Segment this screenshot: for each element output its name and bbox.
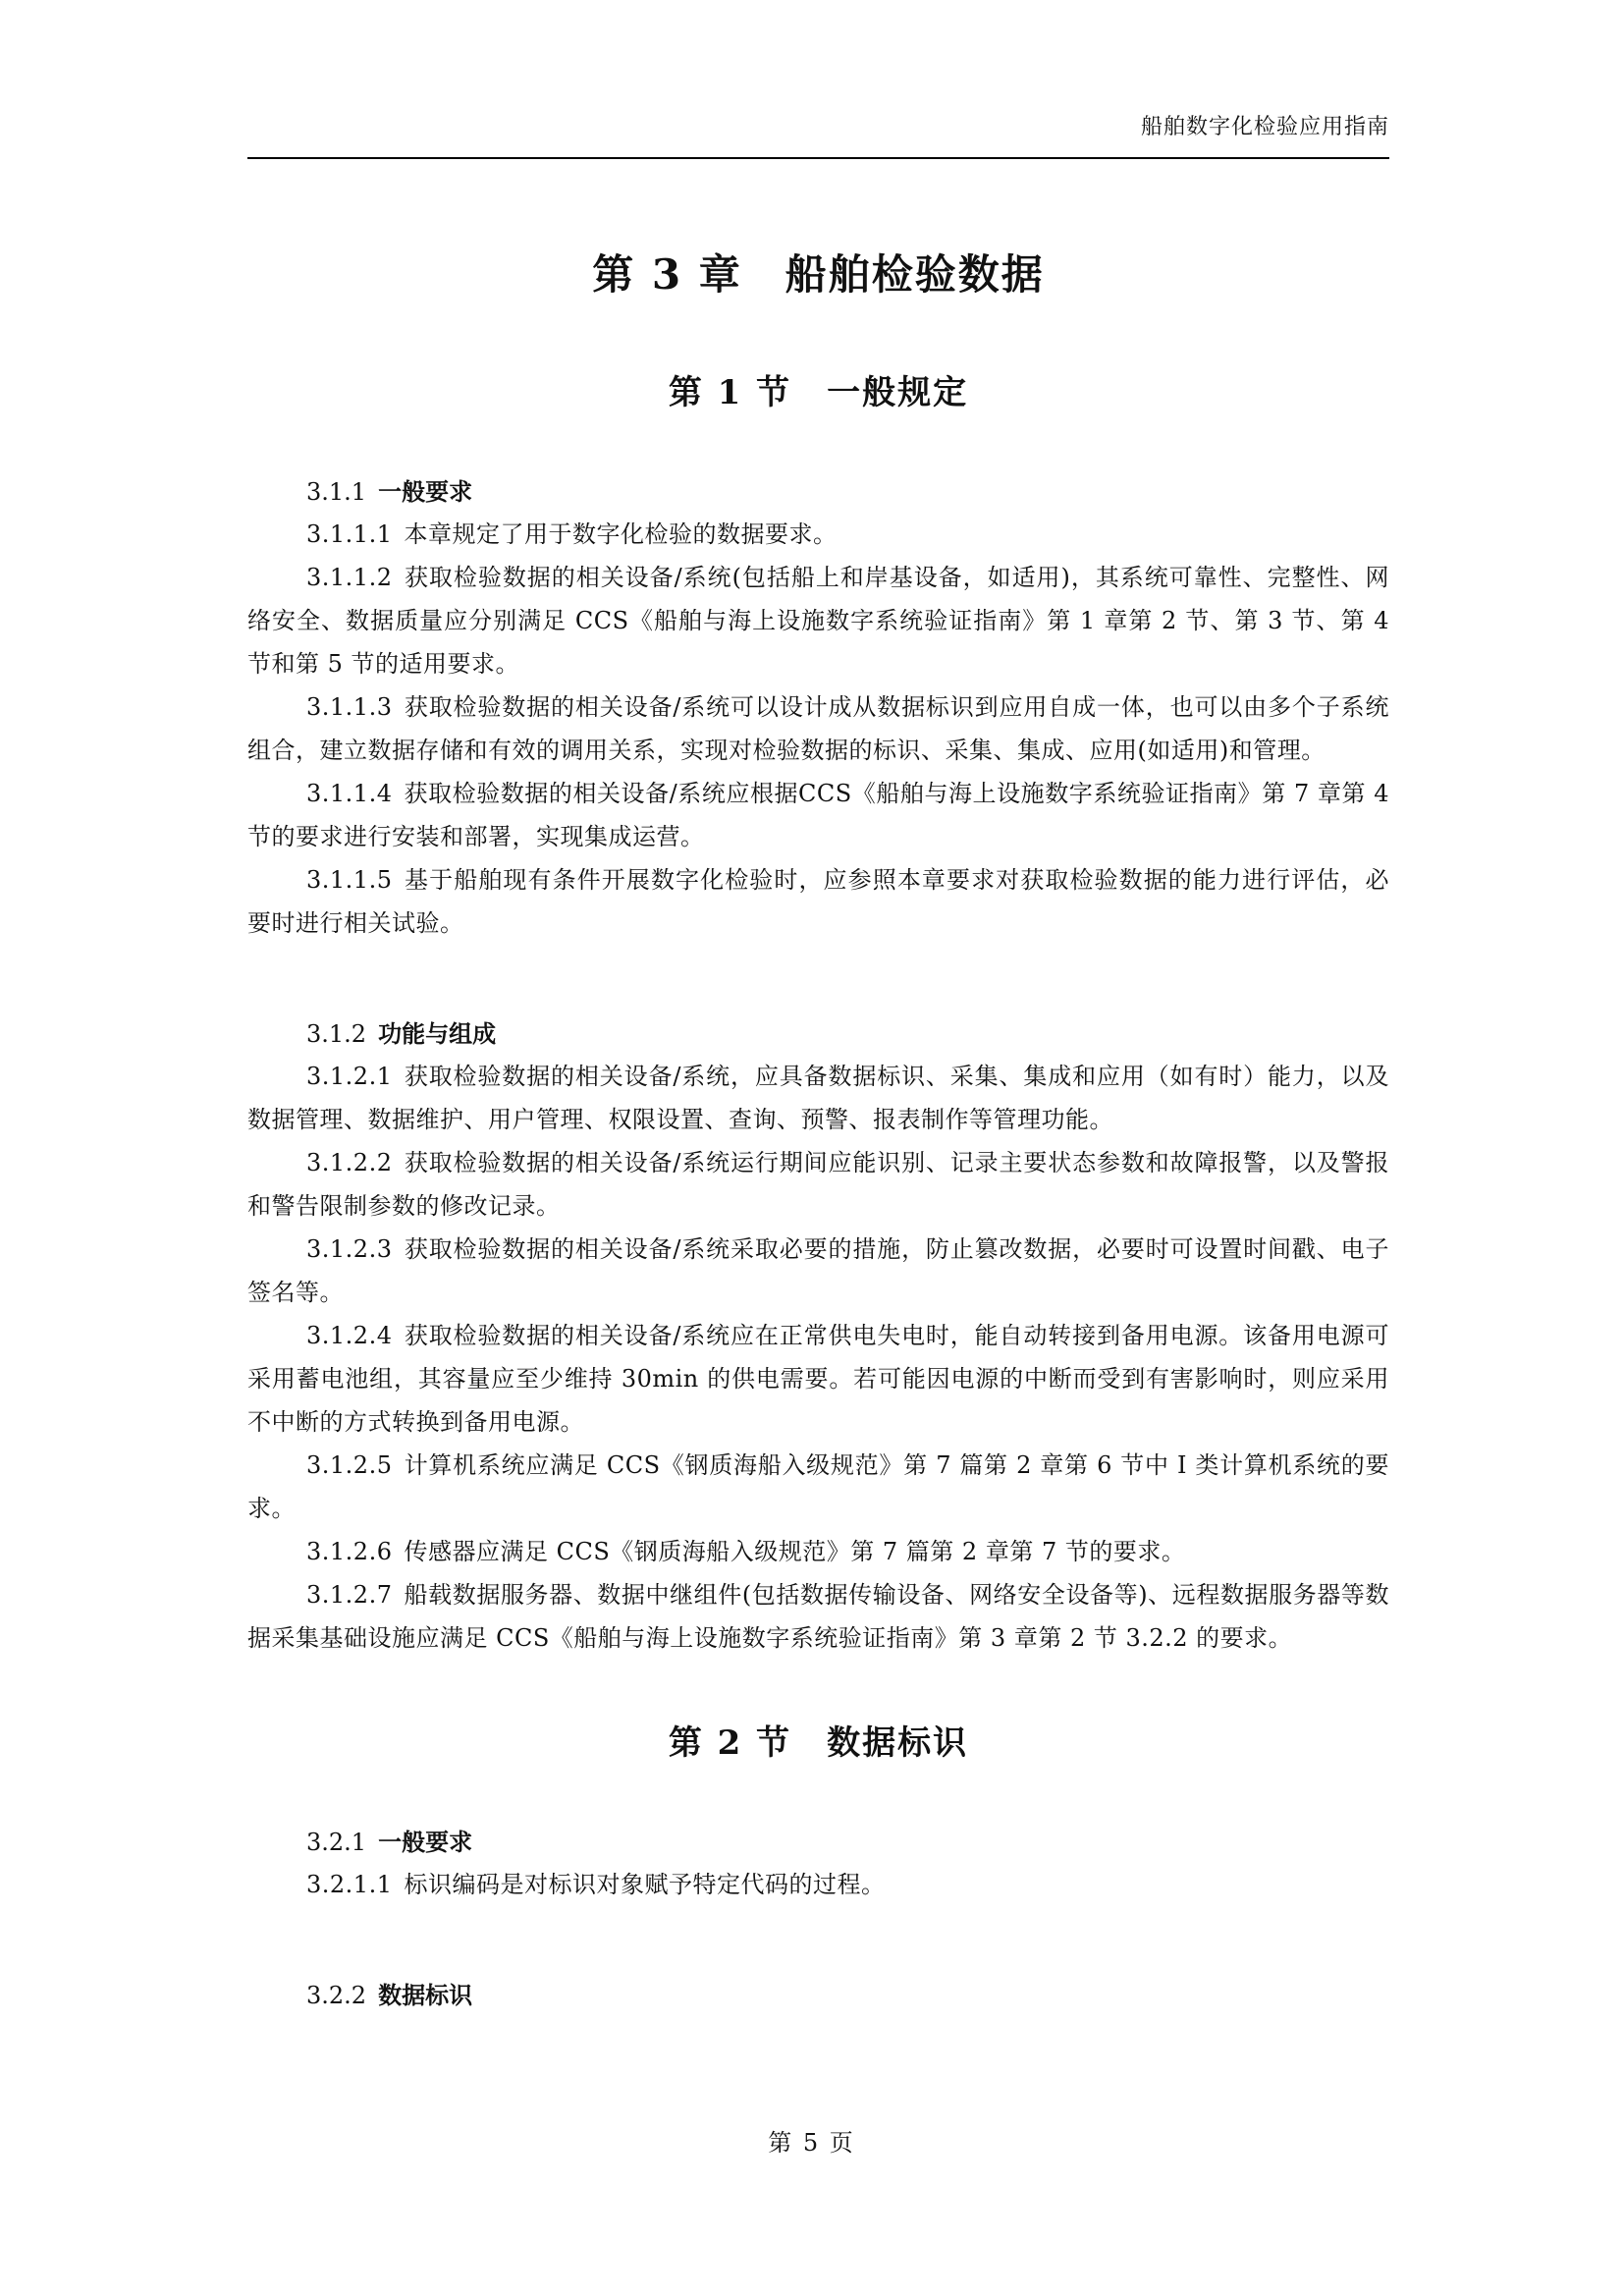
- subsection-number: 3.1.2: [306, 1020, 367, 1048]
- clause-text: 本章规定了用于数字化检验的数据要求。: [404, 520, 838, 548]
- clause-text: 标识编码是对标识对象赋予特定代码的过程。: [404, 1871, 886, 1898]
- page-number: 第 5 页: [768, 2129, 855, 2157]
- clause-text: 获取检验数据的相关设备/系统采取必要的措施，防止篡改数据，必要时可设置时间戳、电子签名等。: [247, 1235, 1389, 1306]
- clause-paragraph: [247, 1530, 1389, 1573]
- subsection-number: 3.2.1: [306, 1829, 367, 1856]
- clause-text: 基于船舶现有条件开展数字化检验时，应参照本章要求对获取检验数据的能力进行评估，必要时进行相关试验。: [247, 866, 1389, 937]
- clause-text: 获取检验数据的相关设备/系统运行期间应能识别、记录主要状态参数和故障报警，以及警报和警告限制参数的修改记录。: [247, 1149, 1389, 1220]
- clause-number: 3.1.1.1: [306, 520, 393, 548]
- subsection-label: 一般要求: [378, 478, 473, 506]
- clause-paragraph: [247, 1444, 1389, 1530]
- clause-number: 3.1.2.2: [306, 1149, 393, 1176]
- clause-paragraph: [247, 858, 1389, 945]
- subsection-label: 功能与组成: [378, 1020, 497, 1048]
- clause-number: 3.1.1.4: [306, 780, 393, 807]
- running-header: 船舶数字化检验应用指南: [1140, 115, 1389, 139]
- clause-paragraph: [247, 1228, 1389, 1314]
- clause-number: 3.1.2.1: [306, 1063, 393, 1090]
- clause-number: 3.2.1.1: [306, 1871, 393, 1898]
- clause-paragraph: [247, 556, 1389, 685]
- clause-text: 船载数据服务器、数据中继组件(包括数据传输设备、网络安全设备等)、远程数据服务器等数据采集基础设施应满足 CCS《船舶与海上设施数字系统验证指南》第 3 章第 2 节 3.2.2 的要求。: [247, 1581, 1389, 1652]
- subsection-heading: [247, 1822, 1389, 1863]
- subsection-label: 一般要求: [378, 1829, 473, 1856]
- clause-text: 获取检验数据的相关设备/系统，应具备数据标识、采集、集成和应用（如有时）能力，以及数据管理、数据维护、用户管理、权限设置、查询、预警、报表制作等管理功能。: [247, 1063, 1389, 1133]
- clause-text: 获取检验数据的相关设备/系统可以设计成从数据标识到应用自成一体，也可以由多个子系统组合，建立数据存储和有效的调用关系，实现对检验数据的标识、采集、集成、应用(如适用)和管理。: [247, 693, 1389, 764]
- chapter-title: 第 3 章 船舶检验数据: [592, 250, 1045, 299]
- clause-number: 3.1.1.3: [306, 693, 393, 721]
- clause-text: 获取检验数据的相关设备/系统(包括船上和岸基设备，如适用)，其系统可靠性、完整性、网络安全、数据质量应分别满足 CCS《船舶与海上设施数字系统验证指南》第 1 章第 2 节、第 3 节、第 4 节和第 5 节的适用要求。: [247, 564, 1389, 678]
- clause-paragraph: [247, 1141, 1389, 1228]
- clause-number: 3.1.2.5: [306, 1451, 393, 1479]
- subsection-label: 数据标识: [378, 1982, 473, 2009]
- section-title: 第 1 节 一般规定: [668, 373, 969, 412]
- clause-number: 3.1.1.2: [306, 564, 393, 591]
- clause-paragraph: [247, 1863, 1389, 1906]
- clause-paragraph: [247, 685, 1389, 772]
- subsection-number: 3.2.2: [306, 1982, 367, 2009]
- clause-number: 3.1.2.3: [306, 1235, 393, 1263]
- header-rule: [247, 157, 1389, 159]
- clause-number: 3.1.2.4: [306, 1322, 393, 1349]
- section-title: 第 2 节 数据标识: [668, 1723, 969, 1763]
- clause-paragraph: [247, 772, 1389, 858]
- clause-text: 计算机系统应满足 CCS《钢质海船入级规范》第 7 篇第 2 章第 6 节中 I 类计算机系统的要求。: [247, 1451, 1389, 1522]
- subsection-number: 3.1.1: [306, 478, 367, 506]
- clause-number: 3.1.2.6: [306, 1538, 393, 1565]
- page-content: [247, 246, 1389, 2016]
- clause-text: 获取检验数据的相关设备/系统应在正常供电失电时，能自动转接到备用电源。该备用电源可采用蓄电池组，其容量应至少维持 30min 的供电需要。若可能因电源的中断而受到有害影响时，则应采用不中断的方式转换到备用电源。: [247, 1322, 1389, 1436]
- clause-text: 获取检验数据的相关设备/系统应根据CCS《船舶与海上设施数字系统验证指南》第 7 章第 4 节的要求进行安装和部署，实现集成运营。: [247, 780, 1389, 850]
- clause-text: 传感器应满足 CCS《钢质海船入级规范》第 7 篇第 2 章第 7 节的要求。: [404, 1538, 1186, 1565]
- clause-paragraph: [247, 513, 1389, 556]
- subsection-heading: [247, 471, 1389, 513]
- subsection-heading: [247, 1013, 1389, 1055]
- clause-paragraph: [247, 1314, 1389, 1444]
- clause-paragraph: [247, 1573, 1389, 1660]
- clause-paragraph: [247, 1055, 1389, 1141]
- clause-number: 3.1.1.5: [306, 866, 393, 894]
- subsection-heading: [247, 1975, 1389, 2016]
- clause-number: 3.1.2.7: [306, 1581, 393, 1609]
